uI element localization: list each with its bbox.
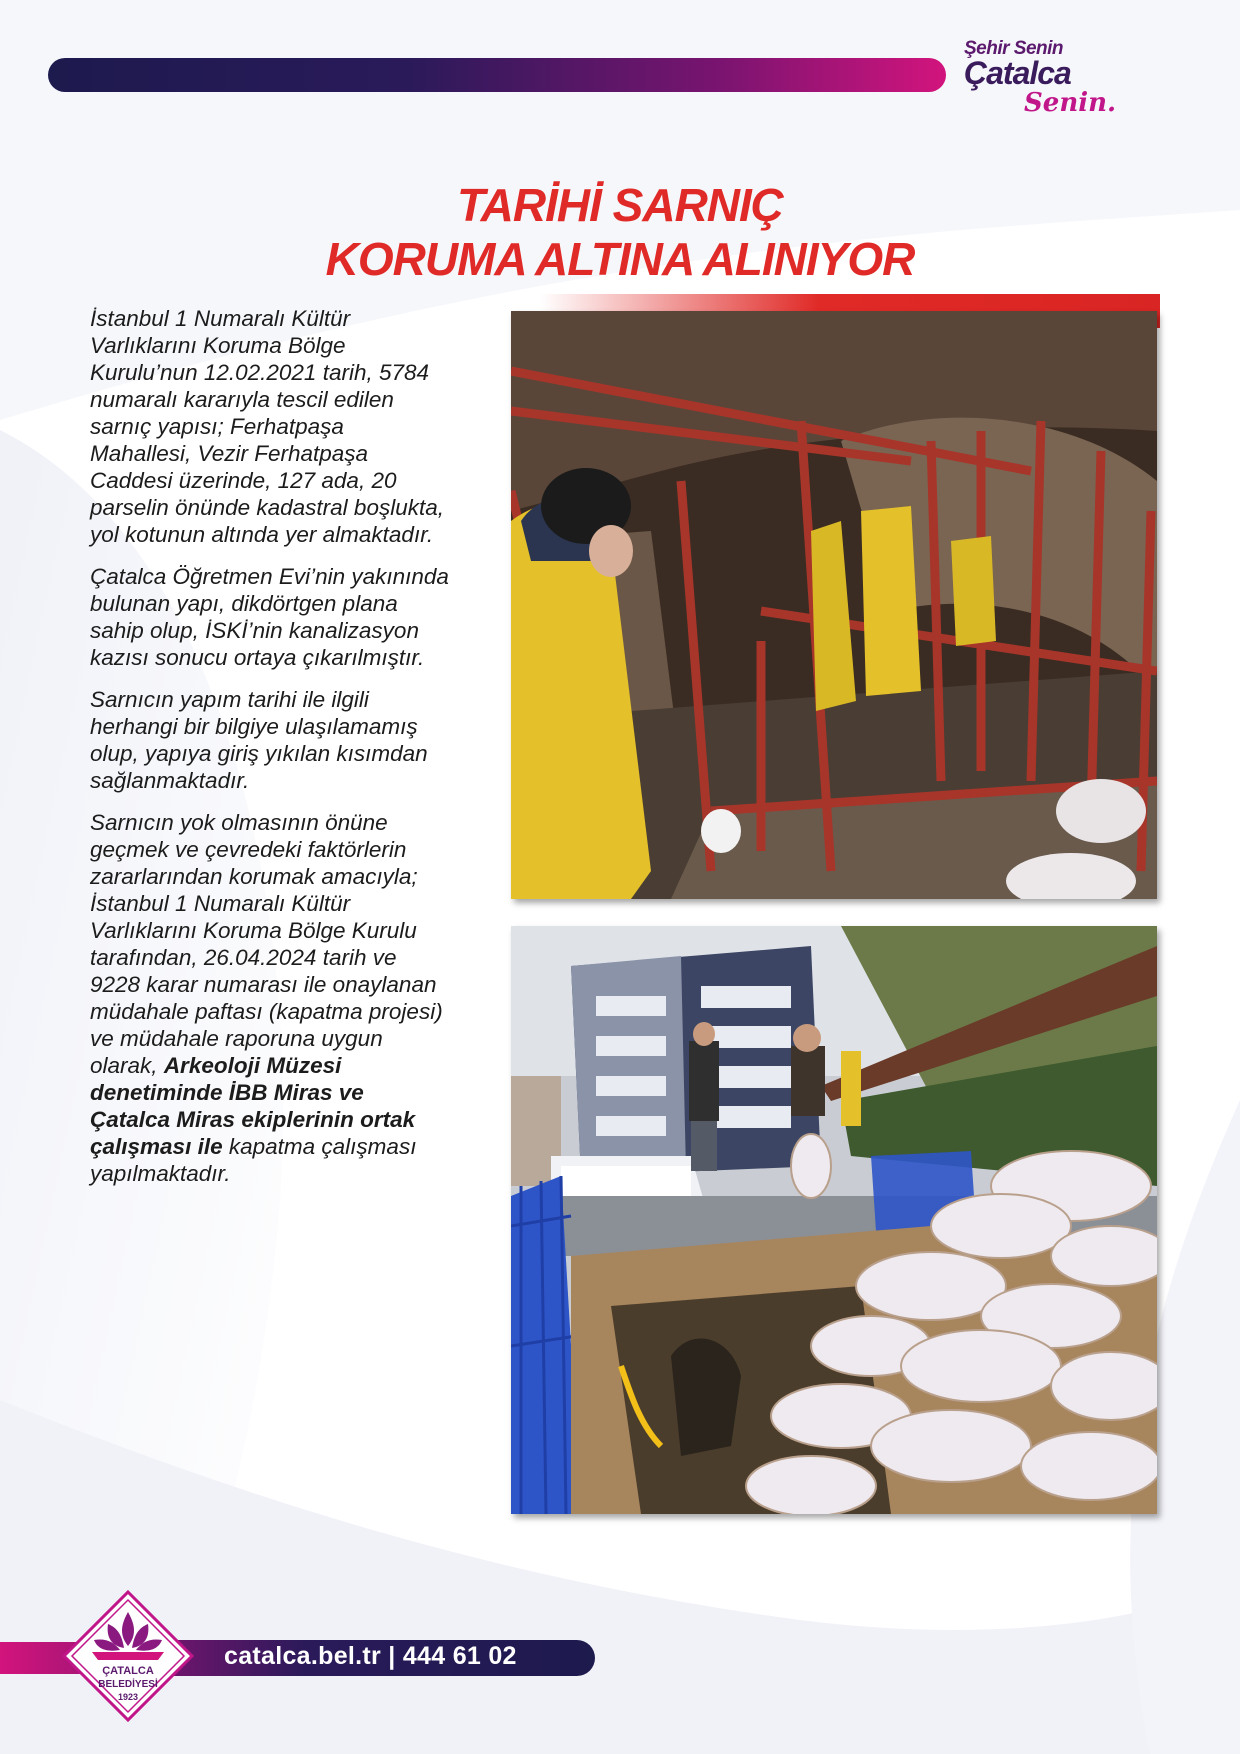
paragraph-4 bbox=[90, 809, 450, 1187]
logo-year: 1923 bbox=[117, 1692, 139, 1702]
excavation-site-photo bbox=[511, 926, 1157, 1514]
municipality-logo bbox=[62, 1590, 194, 1722]
paragraph-4-end: kapatma çalışması yapılmaktadır. bbox=[90, 1134, 417, 1186]
footer-contact[interactable]: catalca.bel.tr | 444 61 02 bbox=[224, 1642, 517, 1670]
brand-line-1: Şehir Senin bbox=[964, 38, 1064, 59]
paragraph-3: Sarnıcın yapım tarihi ile ilgili herhangi bir bilgiye ulaşılamamış olup, yapıya giriş yıkılan kısımdan sağlanmaktadır. bbox=[90, 687, 428, 793]
title-line-1: TARİHİ SARNIÇ bbox=[456, 179, 784, 231]
article-body bbox=[90, 305, 450, 1202]
logo-subtitle: BELEDİYESİ bbox=[98, 1679, 158, 1690]
title-line-2: KORUMA ALTINA ALINIYOR bbox=[325, 233, 915, 285]
paragraph-1: İstanbul 1 Numaralı Kültür Varlıklarını Koruma Bölge Kurulu’nun 12.02.2021 tarih, 5784 numaralı kararıyla tescil edilen sarnıç yapısı; Ferhatpaşa Mahallesi, Vezir Ferhatpaşa Caddesi üzerinde, 127 ada, 20 parselin önünde kadastral boşlukta, yol kotunun altında yer almaktadır. bbox=[90, 306, 444, 547]
paragraph-2: Çatalca Öğretmen Evi’nin yakınında bulunan yapı, dikdörtgen plana sahip olup, İSKİ’nin kanalizasyon kazısı sonucu ortaya çıkarılmıştır. bbox=[90, 564, 449, 670]
brand-logo bbox=[962, 38, 1117, 122]
paragraph-4-text: Sarnıcın yok olmasının önüne geçmek ve çevredeki faktörlerin zararlarından korumak amacıyla; İstanbul 1 Numaralı Kültür Varlıklarını Koruma Bölge Kurulu tarafından, 26.04.2024 tarih ve 9228 karar numarası ile onaylanan müdahale paftası (kapatma projesi) ve müdahale raporuna uygun olarak, bbox=[90, 810, 443, 1078]
paragraph-4-bold: Arkeoloji Müzesi denetiminde İBB Miras ve Çatalca Miras ekiplerinin ortak çalışması ile bbox=[90, 1053, 416, 1159]
header-gradient-bar bbox=[48, 58, 946, 92]
brand-line-3: Senin. bbox=[1024, 88, 1117, 118]
page-title bbox=[0, 178, 1240, 286]
cistern-interior-photo bbox=[511, 311, 1157, 899]
brand-line-2: Çatalca bbox=[964, 55, 1071, 91]
logo-name: ÇATALCA bbox=[102, 1665, 154, 1677]
